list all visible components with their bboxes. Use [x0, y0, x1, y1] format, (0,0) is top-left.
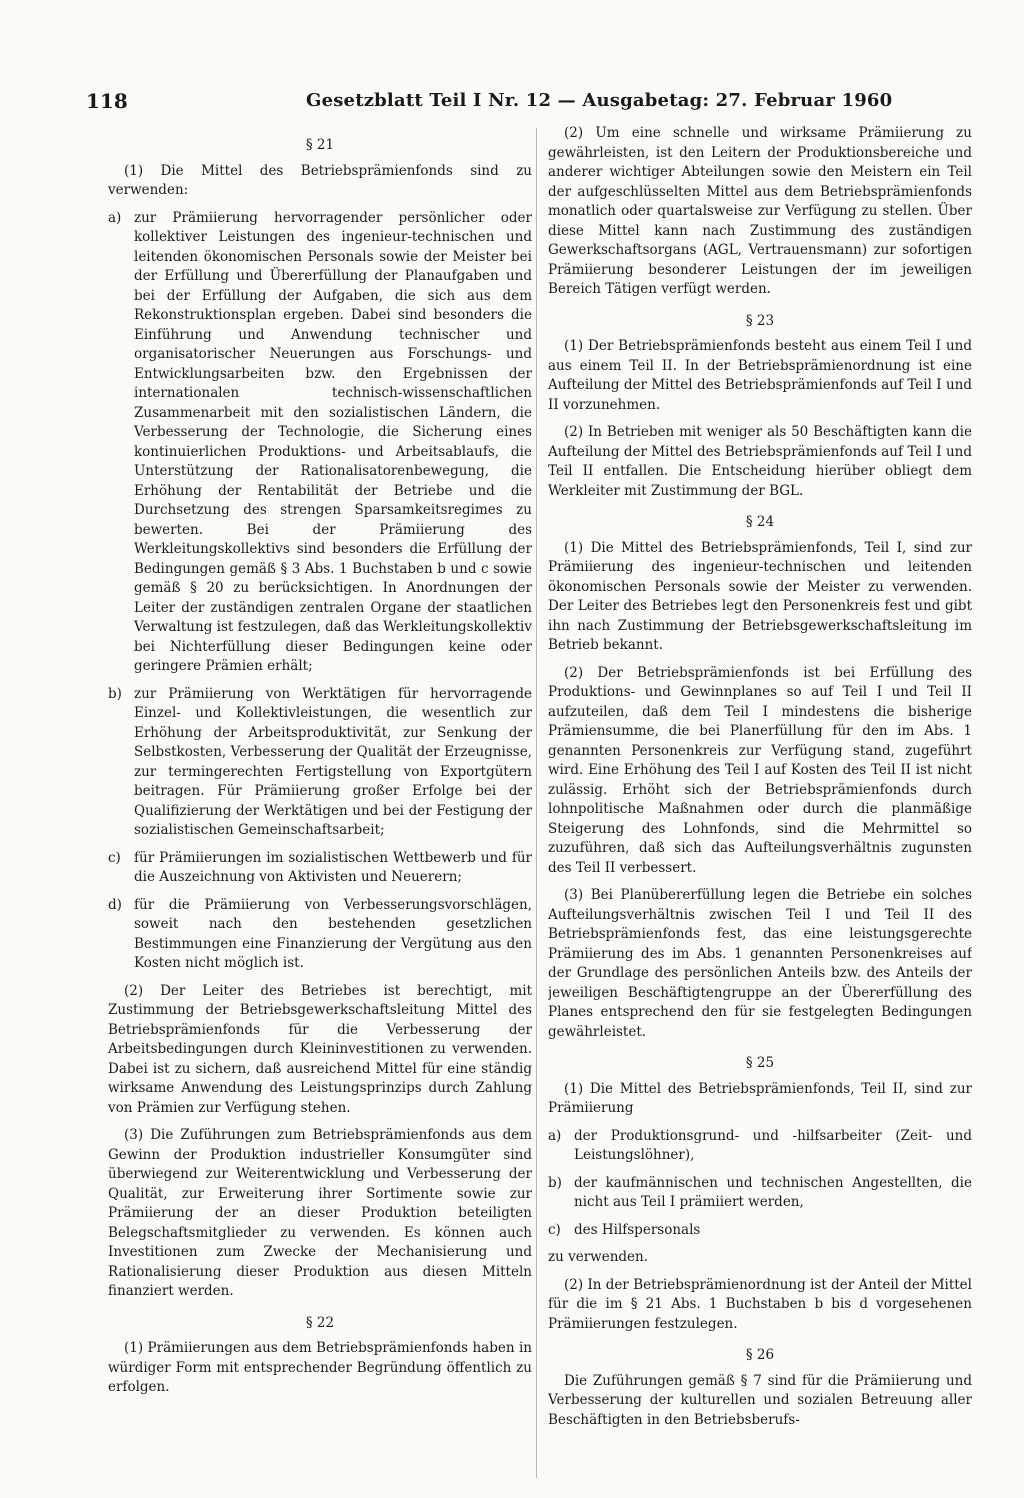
item-label: d)	[108, 896, 122, 913]
item-text: zur Prämiierung von Werktätigen für hervorragende Einzel- und Kollektivleistungen, die wesentlich zur Erhöhung der Arbeitsproduktivität, zur Senkung der Selbstkosten, Verbesserung der Qualität der Erzeugnisse, zur termingerechten Fertigstellung von Exportgütern beitragen. Für Prämiierung großer Erfolge bei der Qualifizierung der Werktätigen und bei der Festigung der sozialistischen Gemeinschaftsarbeit;	[134, 685, 532, 838]
item-label: a)	[548, 1127, 562, 1144]
item-text: des Hilfspersonals	[574, 1221, 701, 1238]
s24-para-3: (3) Bei Planübererfüllung legen die Betriebe ein solches Aufteilungsverhältnis zwischen Teil I und Teil II des Betriebsprämienfonds fest, das eine leistungsgerechte Prämiierung des im Abs. 1 genannten Personenkreises auf der Grundlage des persönlichen Anteils bzw. des Anteils der jeweiligen Beschäftigtengruppe an der Übererfüllung des Planes entsprechend den für sie festgelegten Bedingungen gewährleistet.	[548, 887, 972, 1040]
s21-para-3: (3) Die Zuführungen zum Betriebsprämienfonds aus dem Gewinn der Produktion industrieller Konsumgüter sind überwiegend zur Weiterentwicklung und Verbesserung der Qualität, zur Erweiterung ihrer Sortimente sowie zur Prämiierung der an dieser Produktion beteiligten Belegschaftsmitglieder zu verwenden. Es können auch Investitionen zum Zwecke der Mechanisierung und Rationalisierung dieser Produktion aus diesen Mitteln finanziert werden.	[108, 1127, 532, 1299]
item-text: für Prämiierungen im sozialistischen Wettbewerb und für die Auszeichnung von Aktivisten und Neuerern;	[134, 849, 532, 885]
s21-item-d	[108, 896, 532, 974]
s23-para-1: (1) Der Betriebsprämienfonds besteht aus einem Teil I und aus einem Teil II. In der Betriebsprämienordnung ist eine Aufteilung der Mittel des Betriebsprämienfonds auf Teil I und II vorzunehmen.	[548, 338, 972, 413]
s23-para-2: (2) In Betrieben mit weniger als 50 Beschäftigten kann die Aufteilung der Mittel des Betriebsprämienfonds auf Teil I und Teil II entfallen. Die Entscheidung hierüber obliegt dem Werkleiter mit Zustimmung der BGL.	[548, 424, 972, 499]
item-label: a)	[108, 209, 122, 226]
page-number: 118	[86, 89, 128, 113]
item-label: c)	[108, 849, 121, 866]
section-heading-24: § 24	[745, 514, 775, 530]
s22-para-2: (2) Um eine schnelle und wirksame Prämiierung zu gewährleisten, ist den Leitern der Produktionsbereiche und anderer wichtiger Abteilungen sowie den Meistern ein Teil der aufgeschlüsselten Mittel aus dem Betriebsprämienfonds monatlich oder quartalsweise zur Verfügung zu stellen. Über diese Mittel kann nach Zustimmung des zuständigen Gewerkschaftsorgans (AGL, Vertrauensmann) zur sofortigen Prämiierung besonderer Leistungen der im jeweiligen Bereich Tätigen verfügt werden.	[548, 125, 972, 297]
item-label: b)	[108, 685, 122, 702]
s24-para-2: (2) Der Betriebsprämienfonds ist bei Erfüllung des Produktions- und Gewinnplanes so auf Teil I und Teil II aufzuteilen, daß dem Teil I mindestens die bisherige Prämiensumme, die bei Planerfüllung für den im Abs. 1 genannten Personenkreis zur Verfügung stand, zugeführt wird. Eine Erhöhung des Teil I auf Kosten des Teil II ist nicht zulässig. Erhöht sich der Betriebsprämienfonds durch lohnpolitische Maßnahmen oder durch die planmäßige Steigerung des Lohnfonds, sind die Mehrmittel so zuzuführen, daß sich das Aufteilungsverhältnis zugunsten des Teil II verbessert.	[548, 664, 972, 876]
s24-para-1: (1) Die Mittel des Betriebsprämienfonds, Teil I, sind zur Prämiierung des ingenieur-technischen und leitenden ökonomischen Personals sowie der Meister zu verwenden. Der Leiter des Betriebes legt den Personenkreis fest und gibt ihn nach Zustimmung der Betriebsgewerkschaftsleitung im Betrieb bekannt.	[548, 539, 972, 653]
right-column	[548, 124, 972, 1484]
s21-para-2: (2) Der Leiter des Betriebes ist berechtigt, mit Zustimmung der Betriebsgewerkschaftsleitung Mittel des Betriebsprämienfonds für die Verbesserung der Arbeitsbedingungen durch Kleininvestitionen zu verwenden. Dabei ist zu sichern, daß ausreichend Mittel für eine ständig wirksame Anwendung des Leistungsprinzips durch Zahlung von Prämien zur Verfügung stehen.	[108, 982, 532, 1116]
section-heading-21: § 21	[305, 137, 335, 153]
section-heading-22: § 22	[305, 1314, 335, 1331]
page-header	[86, 86, 978, 116]
s25-item-b	[548, 1174, 972, 1213]
s21-item-b	[108, 685, 532, 841]
section-heading-26: § 26	[745, 1347, 775, 1363]
s25-para-1-outro: zu verwenden.	[548, 1249, 649, 1265]
s26-para-1: Die Zuführungen gemäß § 7 sind für die Prämiierung und Verbesserung der kulturellen und sozialen Betreuung aller Beschäftigten in den Betriebsberufs-	[548, 1372, 972, 1428]
s25-item-a	[548, 1127, 972, 1166]
item-text: für die Prämiierung von Verbesserungsvorschlägen, soweit nach den bestehenden gesetzlichen Bestimmungen eine Finanzierung der Vergütung aus den Kosten nicht möglich ist.	[134, 896, 532, 971]
column-divider	[536, 128, 537, 1478]
left-column	[108, 124, 532, 1484]
section-heading-23: § 23	[745, 312, 775, 329]
s21-para-1-intro: (1) Die Mittel des Betriebsprämienfonds sind zu verwenden:	[108, 162, 532, 198]
s21-item-a	[108, 209, 532, 677]
s21-item-c	[108, 849, 532, 888]
s25-item-c	[548, 1221, 972, 1241]
item-text: zur Prämiierung hervorragender persönlicher oder kollektiver Leistungen des ingenieur-technischen und leitenden ökonomischen Personals sowie der Meister bei der Erfüllung und Übererfüllung der Planaufgaben und bei der Erfüllung der Aufgaben, die sich aus dem Rekonstruktionsplan ergeben. Dabei sind besonders die Einführung und Anwendung technischer und organisatorischer Neuerungen aus Forschungs- und Entwicklungsarbeiten bzw. den Ergebnissen der internationalen technisch-wissenschaftlichen Zusammenarbeit mit den sozialistischen Ländern, die Verbesserung der Technologie, die Sicherung eines kontinuierlichen Produktions- und Arbeitsablaufs, die Unterstützung der Rationalisatorenbewegung, die Erhöhung der Rentabilität der Betriebe und die Durchsetzung des strengen Sparsamkeitsregimes zu bewerten. Bei der Prämiierung des Werkleitungskollektivs sind besonders die Erfüllung der Bedingungen gemäß § 3 Abs. 1 Buchstaben b und c sowie gemäß § 20 zu berücksichtigen. In Anordnungen der Leiter der zuständigen zentralen Organe der staatlichen Verwaltung ist festzulegen, daß das Werkleitungskollektiv bei Nichterfüllung dieser Bedingungen keine oder geringere Prämien erhält;	[134, 209, 532, 674]
section-heading-25: § 25	[745, 1055, 775, 1071]
header-title: Gesetzblatt Teil I Nr. 12 — Ausgabetag: 27. Februar 1960	[306, 90, 893, 111]
item-label: b)	[548, 1174, 562, 1191]
item-text: der kaufmännischen und technischen Angestellten, die nicht aus Teil I prämiiert werden,	[574, 1174, 972, 1210]
s22-para-1: (1) Prämiierungen aus dem Betriebsprämienfonds haben in würdiger Form mit entsprechender Begründung öffentlich zu erfolgen.	[108, 1340, 532, 1395]
s25-para-1-intro: (1) Die Mittel des Betriebsprämienfonds, Teil II, sind zur Prämiierung	[548, 1080, 972, 1116]
item-text: der Produktionsgrund- und -hilfsarbeiter (Zeit- und Leistungslöhner),	[574, 1127, 972, 1163]
s25-para-2: (2) In der Betriebsprämienordnung ist der Anteil der Mittel für die im § 21 Abs. 1 Buchstaben b bis d vorgesehenen Prämiierungen festzulegen.	[548, 1276, 972, 1332]
item-label: c)	[548, 1221, 561, 1238]
